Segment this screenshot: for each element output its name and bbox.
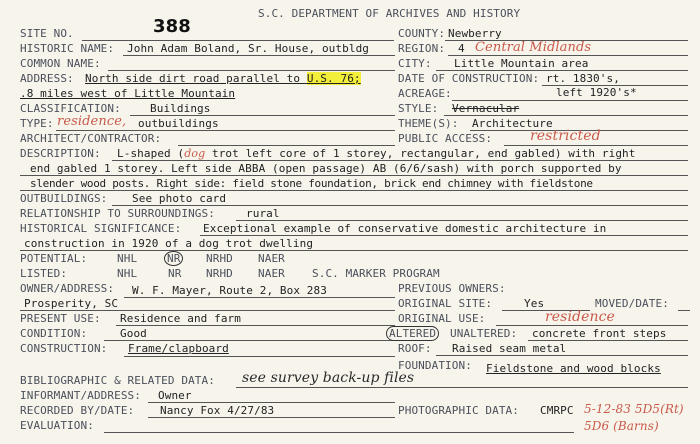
- description-line1: L-shaped (dog trot left core of 1 storey, rectangular, end gabled) with right: [117, 147, 636, 160]
- classification-label: CLASSIFICATION:: [20, 102, 121, 115]
- theme-value: Architecture: [472, 117, 553, 130]
- construction-value: Frame/clapboard: [128, 342, 229, 355]
- public-access-rule: [504, 145, 688, 146]
- classification-rule: [130, 115, 395, 116]
- original-site-value: Yes: [524, 297, 545, 310]
- original-site-label: ORIGINAL SITE:: [398, 297, 493, 310]
- description-rule1: [112, 160, 688, 161]
- city-value: Little Mountain area: [454, 57, 589, 70]
- condition-rule: [104, 340, 395, 341]
- moved-date-rule: [678, 310, 690, 311]
- informant-value: Owner: [158, 389, 192, 402]
- owner-rule1: [124, 297, 395, 298]
- altered-label: ALTERED: [386, 326, 439, 341]
- address-line2: .8 miles west of Little Mountain: [20, 87, 236, 100]
- theme-label: THEME(S):: [398, 117, 459, 130]
- significance-label: HISTORICAL SIGNIFICANCE:: [20, 222, 182, 235]
- potential-label: POTENTIAL:: [20, 252, 88, 265]
- acreage-label: ACREAGE:: [398, 87, 452, 100]
- outbuildings-label: OUTBUILDINGS:: [20, 192, 108, 205]
- style-rule: [444, 115, 688, 116]
- type-hand: residence,: [57, 114, 127, 129]
- previous-owners-label: PREVIOUS OWNERS:: [398, 282, 506, 295]
- present-use-rule: [116, 325, 395, 326]
- date-construction-value2: left 1920's*: [556, 86, 637, 99]
- evaluation-label: EVALUATION:: [20, 419, 94, 432]
- relationship-value: rural: [246, 207, 280, 220]
- address-line1: North side dirt road parallel to U.S. 76;: [85, 72, 361, 85]
- date-construction-value: rt. 1830's,: [546, 72, 620, 85]
- informant-rule: [148, 402, 395, 403]
- roof-label: ROOF:: [398, 342, 432, 355]
- owner-value2: Prosperity, SC: [24, 297, 119, 310]
- listed-nhl: NHL: [117, 267, 138, 280]
- construction-label: CONSTRUCTION:: [20, 342, 108, 355]
- potential-nr: NR: [164, 251, 183, 266]
- unaltered-label: UNALTERED:: [450, 327, 518, 340]
- county-value: Newberry: [448, 27, 502, 40]
- relationship-label: RELATIONSHIP TO SURROUNDINGS:: [20, 207, 215, 220]
- description-line3: slender wood posts. Right side: field stone foundation, brick end chimney with fieldstone: [30, 177, 593, 190]
- photographic-value: CMRPC: [540, 404, 574, 417]
- condition-label: CONDITION:: [20, 327, 88, 340]
- owner-label: OWNER/ADDRESS:: [20, 282, 115, 295]
- recorded-value: Nancy Fox 4/27/83: [160, 404, 275, 417]
- common-name-rule: [108, 70, 395, 71]
- original-use-hand: residence: [545, 309, 615, 325]
- architect-label: ARCHITECT/CONTRACTOR:: [20, 132, 162, 145]
- common-name-label: COMMON NAME:: [20, 57, 101, 70]
- date-construction-label: DATE OF CONSTRUCTION:: [398, 72, 540, 85]
- description-line2: end gabled 1 storey. Left side ABBA (open passage) AB (6/6/sash) with porch supported by: [30, 162, 622, 175]
- outbuildings-value: See photo card: [132, 192, 227, 205]
- region-label: REGION:: [398, 42, 446, 55]
- county-label: COUNTY:: [398, 27, 446, 40]
- historic-name-value: John Adam Boland, Sr. House, outbldg: [127, 42, 370, 55]
- description-rule3: [20, 190, 688, 191]
- site-rule: [82, 40, 394, 41]
- significance-value: Exceptional example of conservative domestic architecture in: [203, 222, 607, 235]
- site-label: SITE NO.: [20, 27, 74, 40]
- roof-rule: [436, 355, 688, 356]
- bibliographic-rule: [236, 387, 688, 388]
- region-rule: [448, 55, 688, 56]
- roof-value: Raised seam metal: [452, 342, 567, 355]
- altered-value: concrete front steps: [532, 327, 667, 340]
- classification-value: Buildings: [150, 102, 211, 115]
- architect-rule: [178, 145, 395, 146]
- type-label: TYPE:: [20, 117, 54, 130]
- original-use-rule: [496, 325, 688, 326]
- altered-rule: [528, 340, 688, 341]
- type-value: outbuildings: [138, 117, 219, 130]
- region-hand: Central Midlands: [475, 40, 592, 55]
- potential-nrhd: NRHD: [206, 252, 233, 265]
- potential-nhl: NHL: [117, 252, 138, 265]
- photographic-hand2: 5D6 (Barns): [584, 419, 659, 433]
- listed-nrhd: NRHD: [206, 267, 233, 280]
- city-label: CITY:: [398, 57, 432, 70]
- present-use-label: PRESENT USE:: [20, 312, 101, 325]
- style-label: STYLE:: [398, 102, 439, 115]
- form-title: S.C. DEPARTMENT OF ARCHIVES AND HISTORY: [258, 7, 521, 20]
- type-rule: [56, 130, 395, 131]
- recorded-rule: [148, 417, 395, 418]
- potential-naer: NAER: [258, 252, 285, 265]
- significance-value2: construction in 1920 of a dog trot dwelling: [24, 237, 314, 250]
- evaluation-rule: [104, 432, 574, 433]
- marker-program: S.C. MARKER PROGRAM: [312, 267, 440, 280]
- region-value: 4: [458, 42, 465, 55]
- relationship-rule: [236, 220, 688, 221]
- photographic-label: PHOTOGRAPHIC DATA:: [398, 404, 520, 417]
- owner-value: W. F. Mayer, Route 2, Box 283: [132, 284, 327, 297]
- description-label: DESCRIPTION:: [20, 147, 101, 160]
- informant-label: INFORMANT/ADDRESS:: [20, 389, 142, 402]
- site-number: 388: [153, 16, 191, 37]
- city-rule: [436, 70, 688, 71]
- description-rule2: [20, 175, 688, 176]
- owner-rule2: [20, 310, 395, 311]
- listed-naer: NAER: [258, 267, 285, 280]
- condition-value: Good: [120, 327, 147, 340]
- historic-name-rule: [123, 55, 395, 56]
- bibliographic-hand: see survey back-up files: [242, 370, 415, 386]
- style-value: Vernacular: [452, 102, 520, 115]
- listed-nr: NR: [168, 267, 182, 280]
- public-access-label: PUBLIC ACCESS:: [398, 132, 493, 145]
- address-label: ADDRESS:: [20, 72, 74, 85]
- construction-rule: [124, 356, 395, 357]
- photographic-hand: 5-12-83 5D5(Rt): [584, 402, 684, 416]
- outbuildings-rule: [112, 205, 688, 206]
- present-use-value: Residence and farm: [120, 312, 242, 325]
- historic-name-label: HISTORIC NAME:: [20, 42, 115, 55]
- bibliographic-label: BIBLIOGRAPHIC & RELATED DATA:: [20, 374, 215, 387]
- original-use-label: ORIGINAL USE:: [398, 312, 486, 325]
- significance-rule2: [20, 250, 688, 251]
- public-access-hand: restricted: [530, 128, 601, 144]
- foundation-label: FOUNDATION:: [398, 359, 472, 372]
- significance-rule1: [200, 235, 688, 236]
- acreage-rule: [452, 100, 688, 101]
- recorded-label: RECORDED BY/DATE:: [20, 404, 135, 417]
- foundation-value: Fieldstone and wood blocks: [486, 362, 661, 375]
- listed-label: LISTED:: [20, 267, 68, 280]
- moved-date-label: MOVED/DATE:: [595, 297, 669, 310]
